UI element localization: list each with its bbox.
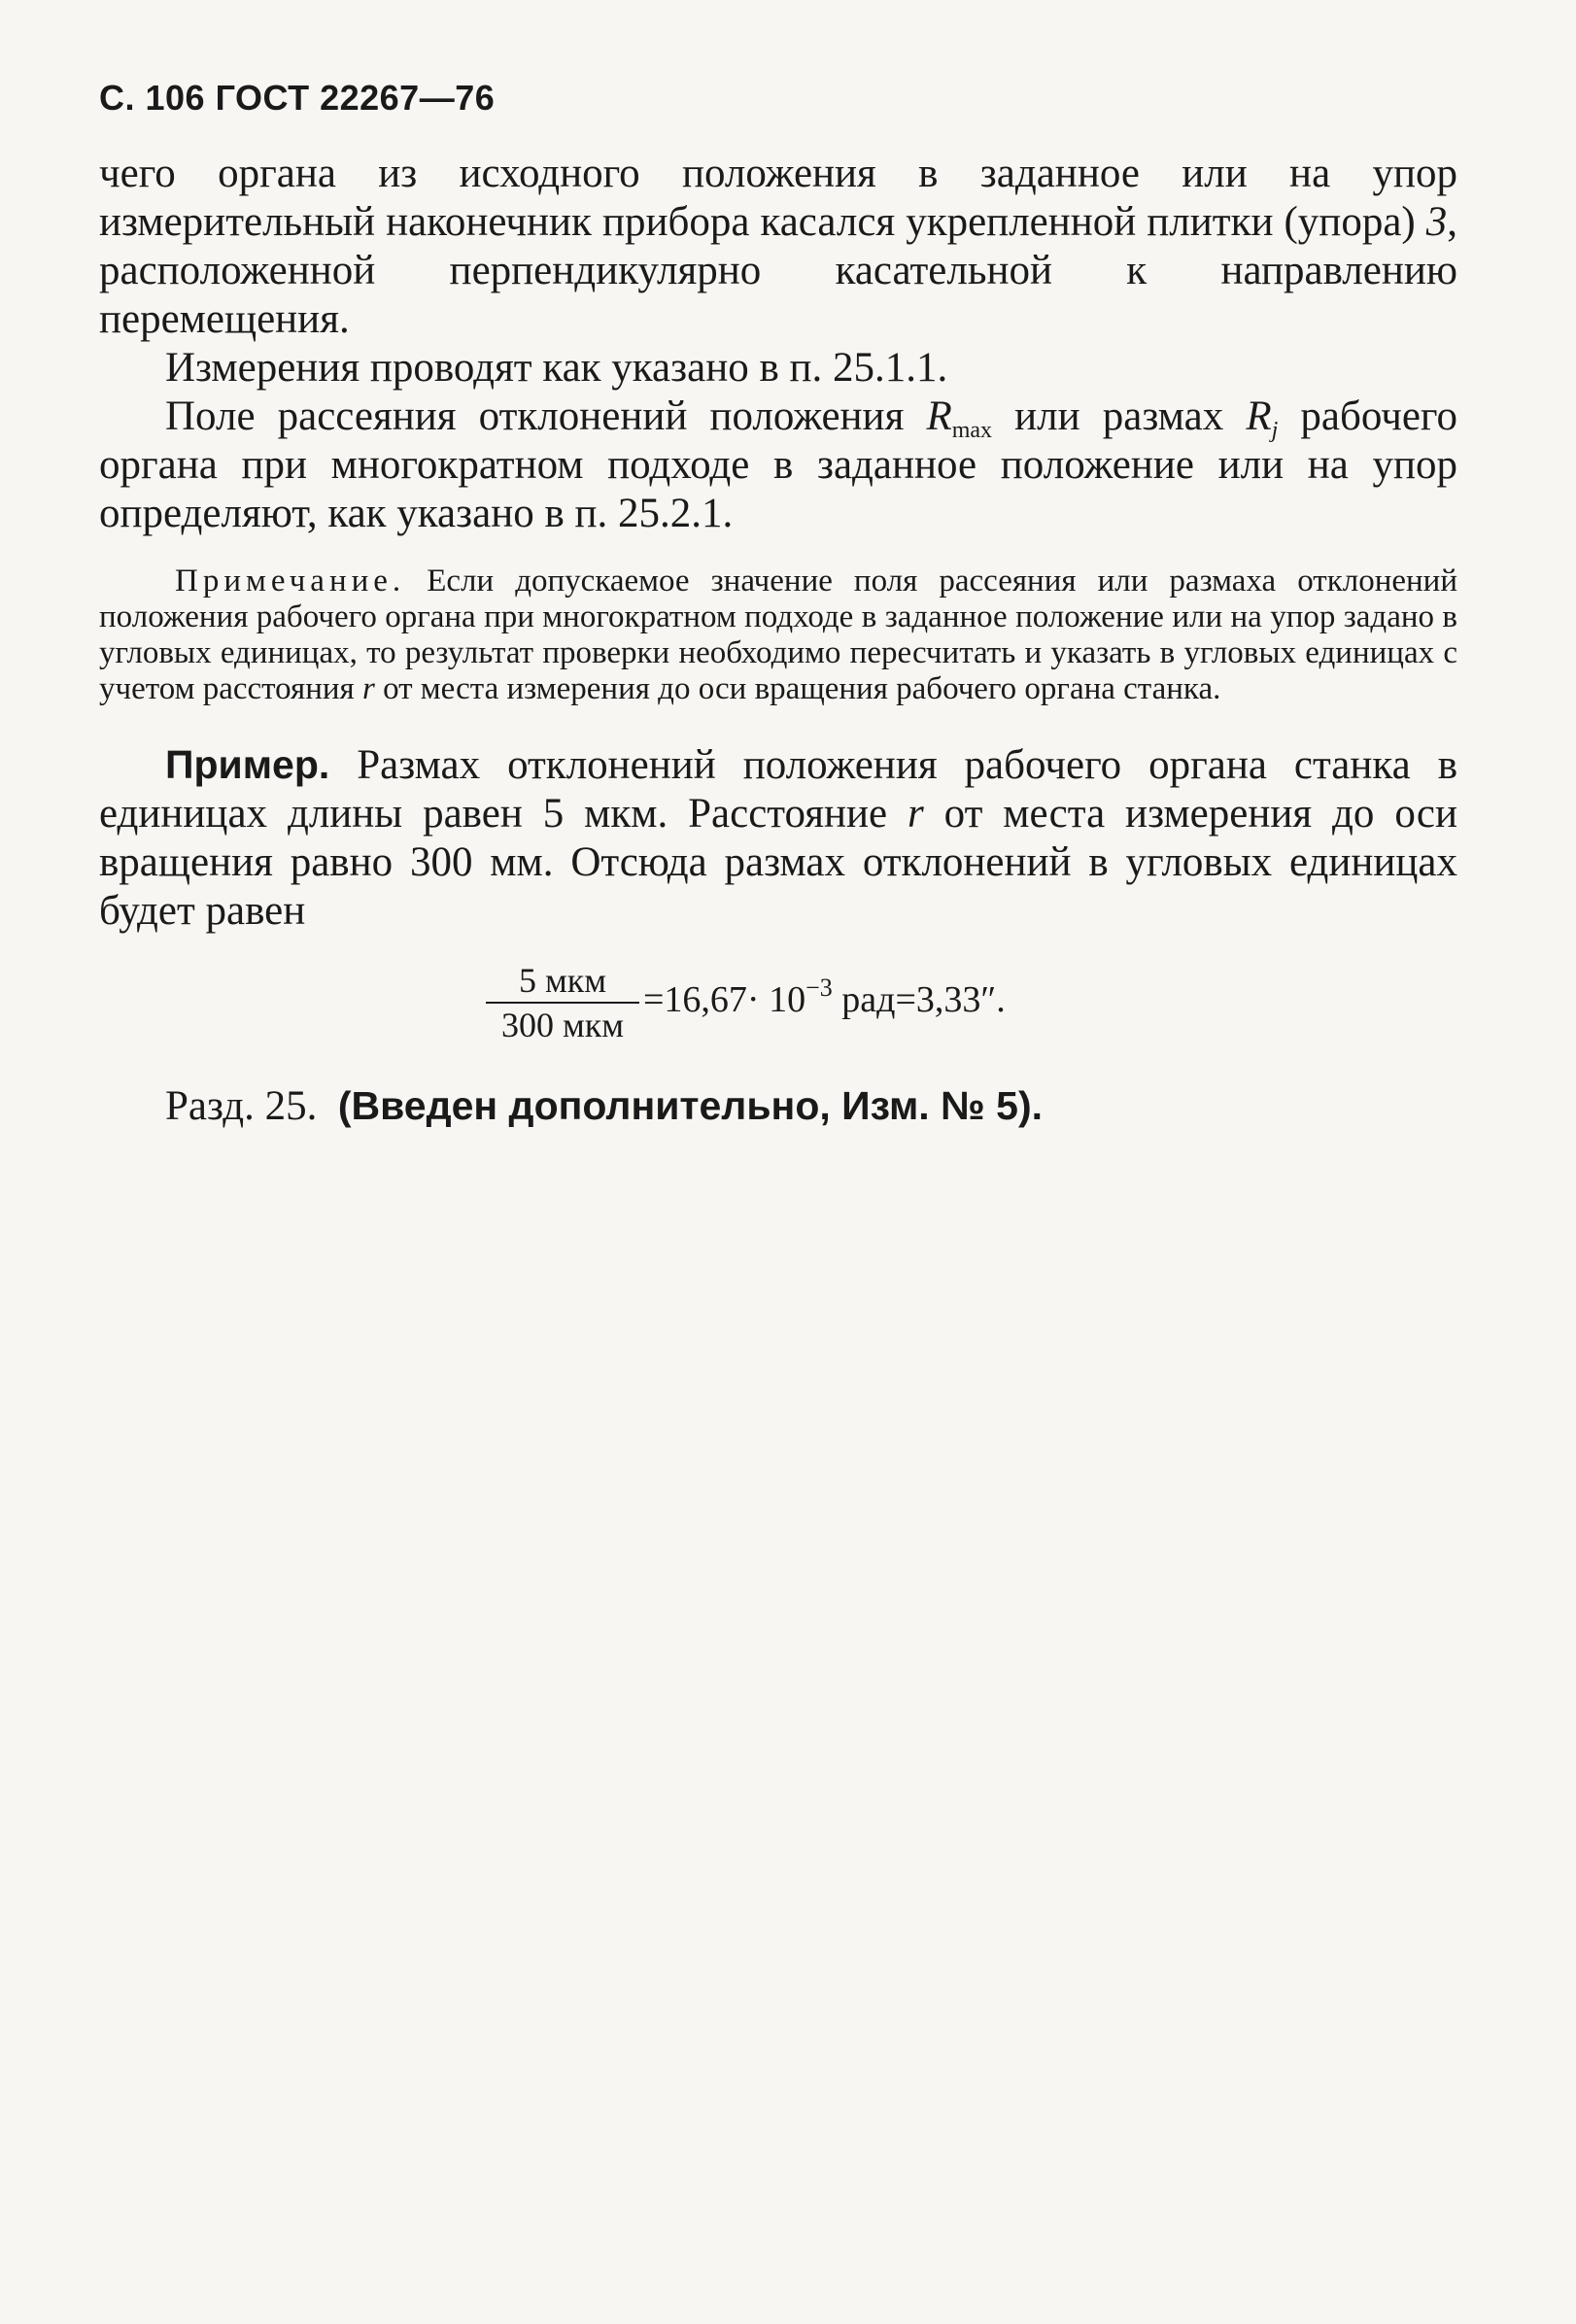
variable-r-max: R	[926, 393, 952, 439]
example-text-a: Размах отклонений положения рабочего органа станка в единицах длины равен 5 мкм. Расстояние	[99, 742, 1457, 837]
fraction-bar	[486, 1002, 639, 1004]
paragraph-1-text-b: , расположенной перпендикулярно касательной к направлению перемещения.	[99, 199, 1457, 342]
paragraph-3-text-b: или размах	[992, 393, 1247, 439]
variable-r-j: R	[1246, 393, 1272, 439]
example-text-b: от места измерения до оси вращения равно 300 мм. Отсюда размах отклонений в угловых единицах будет равен	[99, 791, 1457, 934]
example-paragraph	[99, 740, 1457, 936]
formula-result	[643, 974, 1006, 1021]
paragraph-3	[99, 393, 1457, 538]
section-amendment: (Введен дополнительно, Изм. № 5).	[337, 1083, 1044, 1128]
section-note	[99, 1081, 1457, 1131]
formula	[99, 961, 1457, 1048]
note-block	[99, 564, 1457, 707]
paragraph-3-text-c: рабочего органа при многократном подходе в заданное положение или на упор определяют, как указано в п. 25.2.1.	[99, 393, 1457, 536]
fraction-numerator: 5 мкм	[518, 961, 607, 1000]
item-number: 3	[1425, 199, 1448, 245]
subscript-max: max	[951, 418, 993, 443]
fraction	[486, 961, 639, 1044]
document-page	[99, 78, 1457, 1131]
section-label: Разд. 25.	[165, 1083, 318, 1129]
example-label: Пример.	[165, 742, 330, 787]
paragraph-3-text-a: Поле рассеяния отклонений положения	[165, 393, 927, 439]
paragraph-1	[99, 150, 1457, 344]
note-text-a: Если допускаемое значение поля рассеяния или размаха отклонений положения рабочего органа при многократном подходе в заданное положение или на упор задано в угловых единицах, то результат проверки необходимо пересчитать и указать в угловых единицах с учетом расстояния	[99, 564, 1457, 706]
fraction-denominator: 300 мкм	[500, 1006, 625, 1044]
example-variable-r: r	[908, 791, 924, 837]
page-header: С. 106 ГОСТ 22267—76	[99, 78, 496, 118]
formula-result-b: рад=3,33″.	[832, 979, 1006, 1020]
paragraph-1-text-a: чего органа из исходного положения в заданное или на упор измерительный наконечник прибора касался укрепленной плитки (упора)	[99, 151, 1457, 245]
formula-exponent: −3	[805, 974, 833, 1002]
note-variable-r: r	[361, 671, 375, 706]
paragraph-2: Измерения проводят как указано в п. 25.1.1.	[165, 345, 948, 391]
formula-result-a: =16,67· 10	[643, 979, 806, 1020]
note-label: Примечание.	[175, 564, 406, 598]
note-text-b: от места измерения до оси вращения рабочего органа станка.	[374, 671, 1221, 706]
subscript-j: j	[1271, 418, 1279, 443]
